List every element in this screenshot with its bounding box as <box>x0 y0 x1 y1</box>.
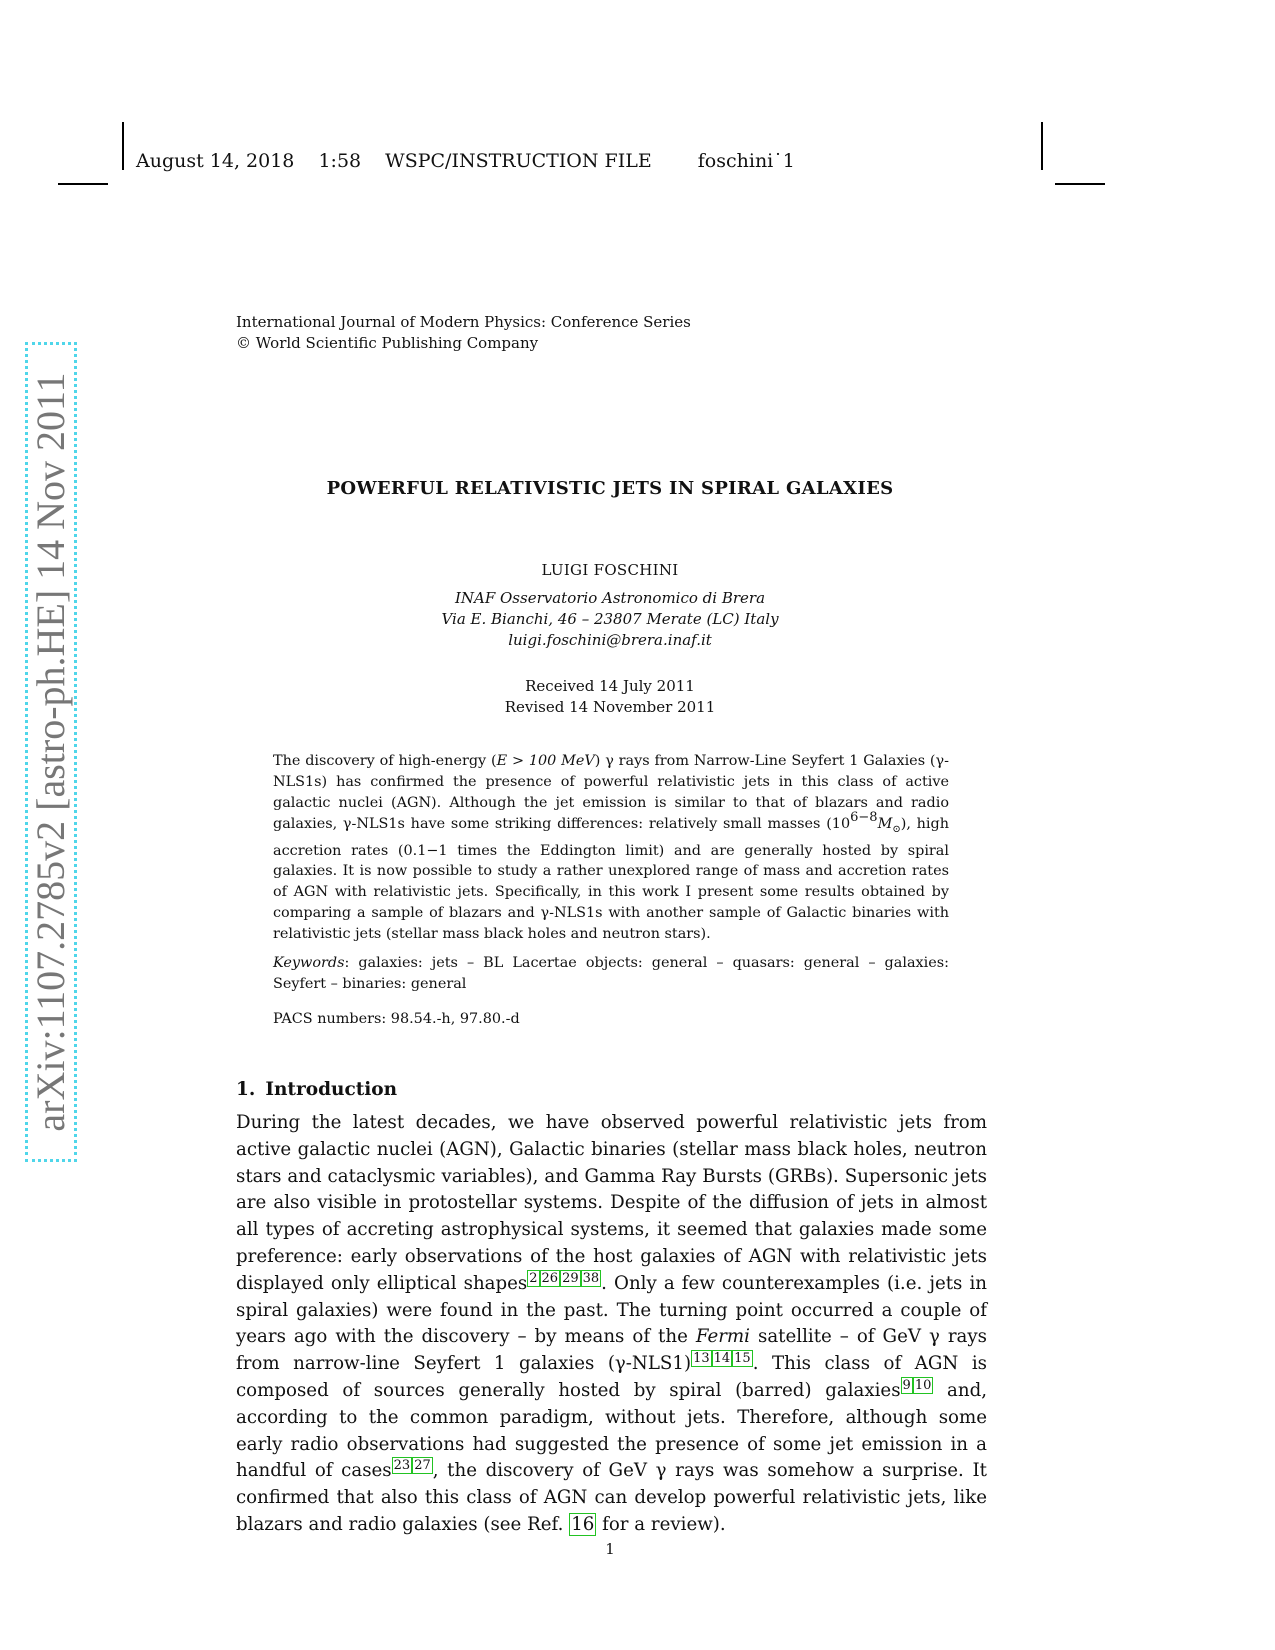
author-name: LUIGI FOSCHINI <box>541 561 679 579</box>
section-title: Introduction <box>265 1079 398 1100</box>
page-number: 1 <box>605 1540 615 1558</box>
publisher-name: World Scientific Publishing Company <box>255 334 539 352</box>
crop-mark-top-right-horizontal <box>1055 183 1105 185</box>
citation-link[interactable]: 23 <box>393 1458 411 1474</box>
arxiv-identifier-text: arXiv:1107.2785v2 [astro-ph.HE] 14 Nov 2011 <box>28 372 73 1132</box>
body-text-6: , the discovery of GeV γ rays was somehow a surprise. It confirmed that also this class of AGN can develop powerful relativistic jets, like blazars and radio galaxies (see Ref. <box>236 1460 987 1535</box>
citation-group-3 <box>901 1377 934 1394</box>
abstract-part-3: ), high accretion rates (0.1−1 times the Eddington limit) and are generally hosted by spiral galaxies. It is now possible to study a rather unexplored range of mass and accretion rates of AGN with relativistic jets. Specifically, in this work I present some results obtained by comparing a sample of blazars and γ-NLS1s with another sample of Galactic binaries with relativistic jets (stellar mass black holes and neutron stars). <box>273 815 949 943</box>
body-paragraph <box>236 1110 987 1539</box>
citation-group-2 <box>691 1350 753 1367</box>
abstract-mass-subscript: ⊙ <box>892 823 901 835</box>
affiliation-address: Via E. Bianchi, 46 – 23807 Merate (LC) Italy <box>441 610 779 628</box>
paper-title: POWERFUL RELATIVISTIC JETS IN SPIRAL GALAXIES <box>326 478 894 499</box>
keywords <box>273 953 949 995</box>
body-text-4: . This class of AGN is composed of sources generally hosted by spiral (barred) galaxies <box>236 1353 988 1401</box>
citation-group-1 <box>527 1270 601 1287</box>
citation-link[interactable]: 26 <box>541 1270 559 1286</box>
pacs-numbers: PACS numbers: 98.54.-h, 97.80.-d <box>273 1011 520 1027</box>
crop-mark-top-left-vertical <box>122 122 124 170</box>
citation-link[interactable]: 27 <box>414 1458 431 1474</box>
header-date: August 14, 2018 <box>136 150 295 172</box>
citation-link[interactable]: 38 <box>582 1270 600 1286</box>
journal-name: International Journal of Modern Physics: Conference Series <box>236 313 691 331</box>
body-text-5: and, according to the common paradigm, without jets. Therefore, although some early radio observations had suggested the presence of some jet emission in a handful of cases <box>236 1379 987 1482</box>
citation-link[interactable]: 13 <box>693 1351 710 1367</box>
citation-link[interactable]: 15 <box>734 1351 751 1367</box>
section-number: 1. <box>236 1079 256 1100</box>
author-affiliation <box>0 588 1220 651</box>
citation-link[interactable]: 14 <box>713 1351 731 1367</box>
body-text-3: satellite – of GeV γ rays from narrow-line Seyfert 1 galaxies (γ-NLS1) <box>236 1326 987 1375</box>
keywords-label: Keywords <box>273 955 345 971</box>
submission-dates <box>0 676 1220 718</box>
crop-mark-top-right-vertical <box>1041 122 1043 170</box>
citation-link[interactable]: 2 <box>529 1270 538 1286</box>
body-text-1: During the latest decades, we have observed powerful relativistic jets from active galactic nuclei (AGN), Galactic binaries (stellar mass black holes, neutron stars and cataclysmic variables), and Gamma Ray Bursts (GRBs). Supersonic jets are also visible in protostellar systems. Despite of the diffusion of jets in almost all types of accreting astrophysical systems, it seemed that galaxies made some preference: early observations of the host galaxies of AGN with relativistic jets displayed only elliptical shapes <box>236 1112 987 1294</box>
fermi-satellite: Fermi <box>695 1326 750 1348</box>
copyright-symbol: © <box>236 334 251 352</box>
author-email[interactable]: luigi.foschini@brera.inaf.it <box>508 631 712 649</box>
reference-link[interactable]: 16 <box>571 1513 595 1535</box>
journal-info <box>236 312 691 354</box>
header-filename: foschini˙1 <box>697 150 795 172</box>
abstract-part-1: The discovery of high-energy ( <box>273 753 497 769</box>
revised-date: Revised 14 November 2011 <box>504 698 716 716</box>
running-header <box>136 150 795 172</box>
citation-link[interactable]: 10 <box>914 1377 932 1393</box>
body-text-7: for a review). <box>596 1513 726 1535</box>
abstract-part-2: ) γ rays from Narrow-Line Seyfert 1 Galaxies (γ-NLS1s) has confirmed the presence of powerful relativistic jets in this class of active galactic nuclei (AGN). Although the jet emission is similar to that of blazars and radio galaxies, γ-NLS1s have some striking differences: relatively small masses (10 <box>273 753 949 832</box>
introduction-body <box>236 1110 987 1539</box>
arxiv-identifier-stamp[interactable] <box>25 342 77 1162</box>
abstract-mass-unit: M <box>877 815 893 832</box>
affiliation-institute: INAF Osservatorio Astronomico di Brera <box>454 589 766 607</box>
abstract-energy: E > 100 MeV <box>496 753 595 769</box>
crop-mark-top-left-horizontal <box>58 183 108 185</box>
received-date: Received 14 July 2011 <box>525 677 695 695</box>
citation-group-4 <box>392 1457 433 1474</box>
section-heading <box>236 1079 397 1100</box>
publisher-line <box>236 333 691 354</box>
abstract-mass-exponent: 6−8 <box>850 809 878 825</box>
keywords-text: : galaxies: jets – BL Lacertae objects: general – quasars: general – galaxies: Seyfert – binaries: general <box>273 955 949 992</box>
abstract-text <box>273 751 949 945</box>
header-file: WSPC/INSTRUCTION FILE <box>385 150 652 172</box>
abstract <box>273 751 949 945</box>
citation-link[interactable]: 29 <box>562 1270 579 1286</box>
citation-link[interactable]: 9 <box>902 1377 911 1393</box>
body-text-2: . Only a few counterexamples (i.e. jets in spiral galaxies) were found in the past. The turning point occurred a couple of years ago with the discovery – by means of the <box>236 1272 987 1348</box>
header-time: 1:58 <box>318 150 362 172</box>
